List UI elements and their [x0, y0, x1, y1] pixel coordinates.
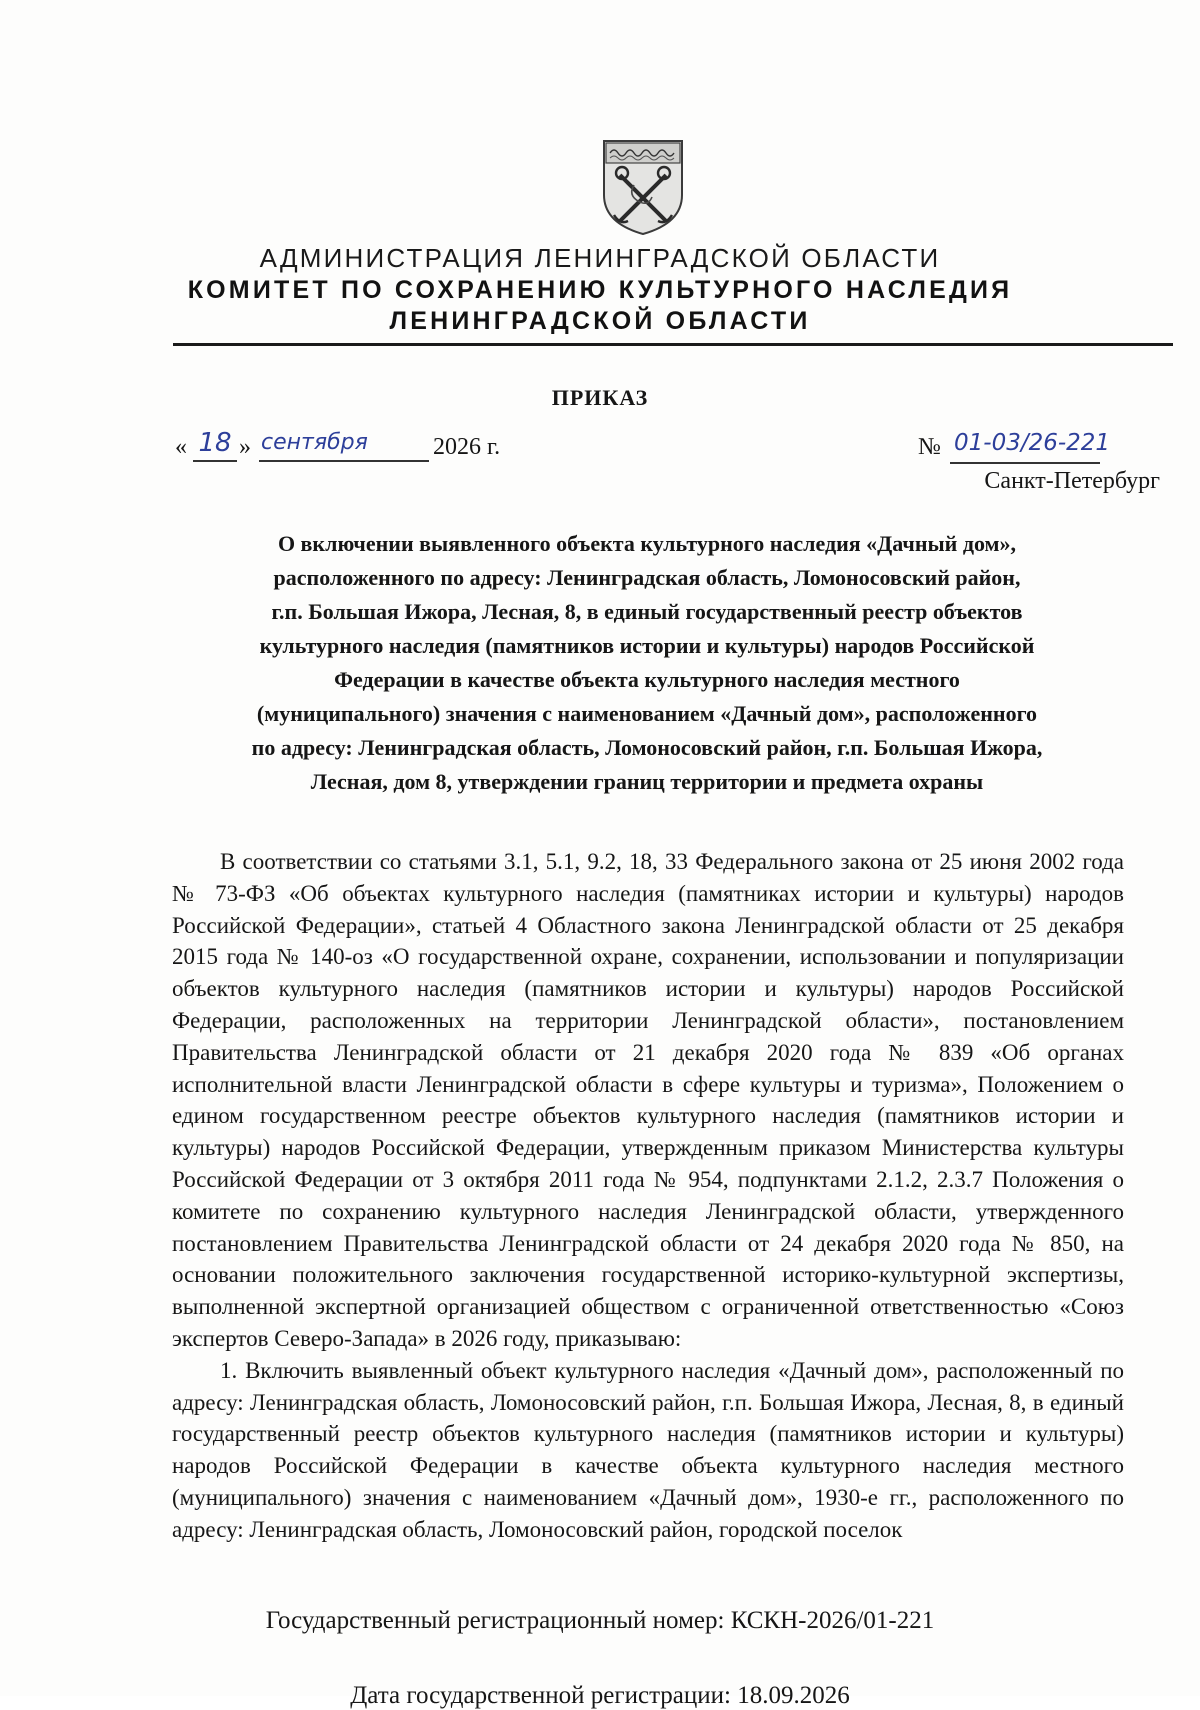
order-city: Санкт-Петербург	[984, 468, 1160, 494]
committee-region: ЛЕНИНГРАДСКОЙ ОБЛАСТИ	[389, 307, 811, 335]
preamble-paragraph: В соответствии со статьями 3.1, 5.1, 9.2, 18, 33 Федерального закона от 25 июня 2002 года № 73-ФЗ «Об объектах культурного наследия (памятниках истории и культуры) народов Российской Федерации», статьей 4 Областного закона Ленинградской области от 25 декабря 2015 года № 140-оз «О государственной охране, сохранении, использовании и популяризации объектов культурного наследия (памятников истории и культуры) народов Российской Федерации, расположенных на территории Ленинградской области», постановлением Правительства Ленинградской области от 21 декабря 2020 года № 839 «Об органах исполнительной власти Ленинградской области в сфере культуры и туризма», Положением о едином государственном реестре объектов культурного наследия (памятников истории и культуры) народов Российской Федерации, утвержденным приказом Министерства культуры Российской Федерации от 3 октября 2011 года № 954, подпунктами 2.1.2, 2.3.7 Положения о комитете по сохранению культурного наследия Ленинградской области, утвержденного постановлением Правительства Ленинградской области от 24 декабря 2020 года № 850, на основании положительного заключения государственной историко-культурной экспертизы, выполненной экспертной организацией обществом с ограниченной ответственностью «Союз экспертов Северо-Запада» в 2026 году, приказываю:	[172, 849, 1124, 1351]
order-title	[170, 527, 1124, 799]
registration-date: Дата государственной регистрации: 18.09.2026	[350, 1682, 850, 1709]
date-close-quote: »	[239, 434, 251, 460]
committee-name: КОМИТЕТ ПО СОХРАНЕНИЮ КУЛЬТУРНОГО НАСЛЕДИЯ	[187, 276, 1013, 304]
order-number-underline	[950, 462, 1100, 464]
registration-number: Государственный регистрационный номер: КСКН-2026/01-221	[265, 1607, 935, 1634]
order-body	[172, 846, 1124, 1546]
title-line: О включении выявленного объекта культурного наследия «Дачный дом»,	[277, 531, 1017, 556]
title-line: расположенного по адресу: Ленинградская область, Ломоносовский район,	[273, 565, 1021, 590]
date-day-underline	[193, 460, 237, 462]
title-line: г.п. Большая Ижора, Лесная, 8, в единый государственный реестр объектов	[271, 599, 1023, 624]
header-divider	[173, 343, 1173, 346]
number-sign: №	[918, 434, 941, 460]
document-type: ПРИКАЗ	[551, 385, 649, 410]
title-line: Федерации в качестве объекта культурного наследия местного	[334, 667, 960, 692]
date-month-handwritten: сентября	[261, 430, 368, 455]
title-line: Лесная, дом 8, утверждении границ территории и предмета охраны	[310, 769, 984, 794]
date-day-handwritten: 18	[198, 428, 232, 458]
date-open-quote: «	[175, 434, 187, 460]
date-year: 2026 г.	[433, 434, 501, 460]
title-line: культурного наследия (памятников истории и культуры) народов Российской	[259, 633, 1035, 658]
order-number-handwritten: 01-03/26-221	[954, 430, 1111, 456]
order-date	[175, 430, 515, 464]
clause-1-paragraph: 1. Включить выявленный объект культурного наследия «Дачный дом», расположенный по адресу: Ленинградская область, Ломоносовский район, г.п. Большая Ижора, Лесная, 8, в единый государственный реестр объектов культурного наследия (памятников истории и культуры) народов Российской Федерации в качестве объекта культурного наследия местного (муниципального) значения с наименованием «Дачный дом», 1930-е гг., расположенного по адресу: Ленинградская область, Ломоносовский район, городской поселок	[172, 1357, 1124, 1542]
administration-name: АДМИНИСТРАЦИЯ ЛЕНИНГРАДСКОЙ ОБЛАСТИ	[259, 243, 941, 273]
coat-of-arms-icon	[600, 137, 686, 237]
title-line: по адресу: Ленинградская область, Ломоносовский район, г.п. Большая Ижора,	[251, 735, 1043, 760]
title-line: (муниципального) значения с наименованием «Дачный дом», расположенного	[256, 701, 1038, 726]
order-number-block	[910, 430, 1160, 500]
date-month-underline	[259, 460, 429, 462]
